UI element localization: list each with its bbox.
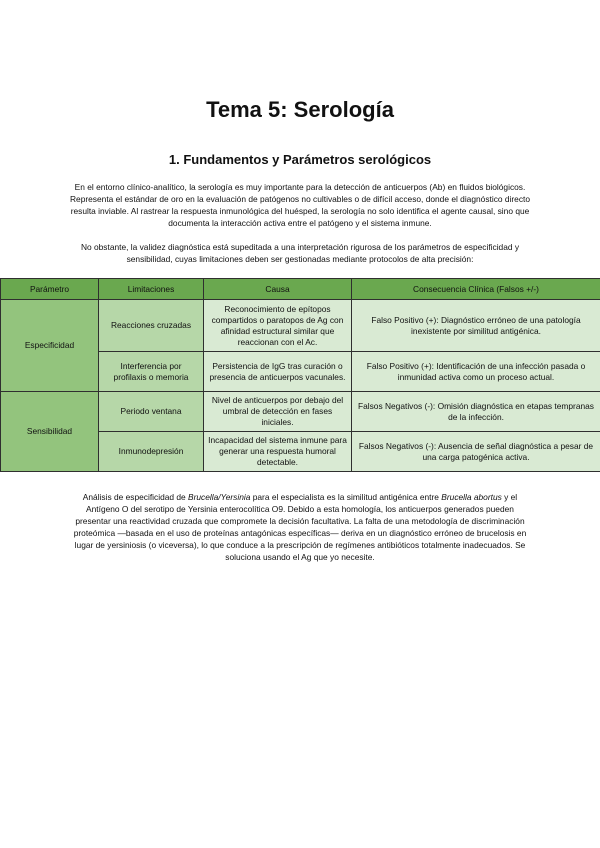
second-paragraph: No obstante, la validez diagnóstica está supeditada a una interpretación rigurosa de los parámetros de especificidad y sensibilidad, cuyas limitaciones deben ser gestionadas mediante protocolos de alta precisión:: [80, 242, 520, 264]
closing-text: y el Antígeno O del serotipo de Yersinia enterocolítica O9. Debido a esta homología, los anticuerpos generados pueden presentar una reactividad cruzada que compromete la decisión facultativa. La falta de una metodología de discriminación proteómica —basada en el uso de proteínas antagónicas específicas— deriva en un diagnóstico erróneo de brucelosis en lugar de yersiniosis (o viceversa), lo que conduce a la prescripción de regímenes antibióticos totalmente inadecuados. Se soluciona usando el Ag que yo necesite.: [73, 492, 527, 562]
closing-italic-term: Brucella abortus: [441, 492, 502, 502]
closing-italic-term: Brucella/Yersinia: [188, 492, 251, 502]
cause-cell: Reconocimiento de epítopos compartidos o paratopos de Ag con afinidad estructural similar que reaccionan con el Ac.: [204, 300, 352, 352]
limitation-cell: Periodo ventana: [99, 392, 204, 432]
cause-cell: Incapacidad del sistema inmune para generar una respuesta humoral detectable.: [204, 432, 352, 472]
parameter-cell: Sensibilidad: [1, 392, 99, 472]
cause-cell: Nivel de anticuerpos por debajo del umbral de detección en fases iniciales.: [204, 392, 352, 432]
consequence-cell: Falsos Negativos (-): Ausencia de señal diagnóstica a pesar de una carga patogénica activa.: [352, 432, 600, 472]
header-parametro: Parámetro: [1, 279, 99, 300]
closing-text: Análisis de especificidad de: [82, 492, 189, 502]
section-heading: 1. Fundamentos y Parámetros serológicos: [168, 152, 432, 167]
closing-paragraph: [70, 491, 530, 563]
table-row: [1, 300, 600, 352]
consequence-cell: Falsos Negativos (-): Omisión diagnóstica en etapas tempranas de la infección.: [352, 392, 600, 432]
closing-text: para el especialista es la similitud antigénica entre: [250, 492, 442, 502]
consequence-cell: Falso Positivo (+): Identificación de una infección pasada o inmunidad activa como un proceso actual.: [352, 352, 600, 392]
header-consecuencia: Consecuencia Clínica (Falsos +/-): [352, 279, 600, 300]
table-header-row: [1, 279, 600, 300]
limitation-cell: Interferencia por profilaxis o memoria: [99, 352, 204, 392]
cause-cell: Persistencia de IgG tras curación o presencia de anticuerpos vacunales.: [204, 352, 352, 392]
parameter-cell: Especificidad: [1, 300, 99, 392]
header-limitaciones: Limitaciones: [99, 279, 204, 300]
page-title: Tema 5: Serología: [206, 97, 394, 122]
header-causa: Causa: [204, 279, 352, 300]
limitation-cell: Reacciones cruzadas: [99, 300, 204, 352]
serology-parameters-table: [0, 278, 600, 472]
table-row: [1, 392, 600, 432]
consequence-cell: Falso Positivo (+): Diagnóstico erróneo de una patología inexistente por similitud antigénica.: [352, 300, 600, 352]
intro-paragraph: En el entorno clínico-analítico, la serología es muy importante para la detección de anticuerpos (Ab) en fluidos biológicos. Representa el estándar de oro en la evaluación de patógenos no cultivables o de difícil acceso, donde el diagnóstico directo resulta inviable. Al rastrear la respuesta inmunológica del huésped, la serología no solo identifica el agente causal, sino que documenta la interacción activa entre el patógeno y el sistema inmune.: [70, 182, 530, 228]
limitation-cell: Inmunodepresión: [99, 432, 204, 472]
